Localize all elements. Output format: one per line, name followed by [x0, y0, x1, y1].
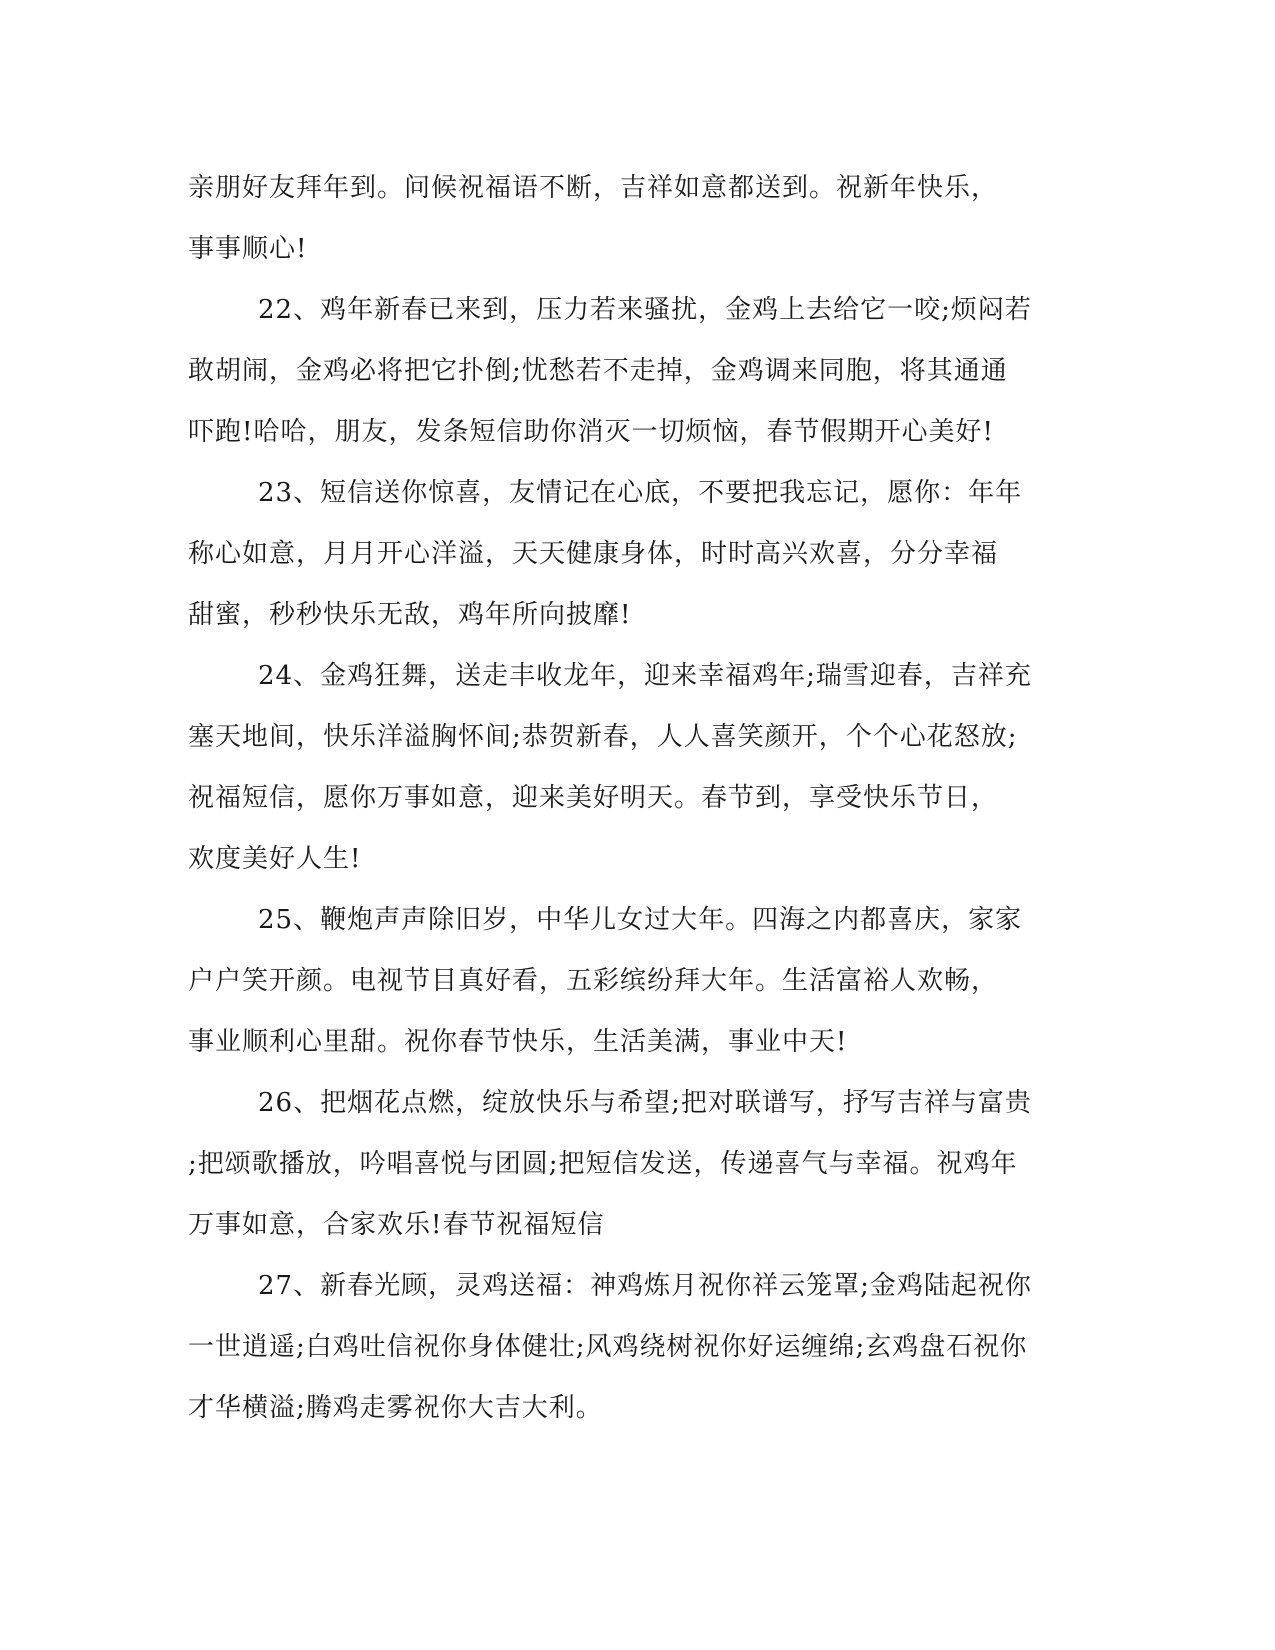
text-line: 一世逍遥;白鸡吐信祝你身体健壮;风鸡绕树祝你好运缠绵;玄鸡盘石祝你: [188, 1332, 1028, 1362]
paragraph-p27: [188, 1256, 1088, 1439]
text-line: 欢度美好人生!: [188, 844, 362, 874]
text-line: 27、新春光顾，灵鸡送福：神鸡炼月祝你祥云笼罩;金鸡陆起祝你: [258, 1271, 1032, 1301]
text-line: 事事顺心!: [188, 234, 308, 264]
text-line: 24、金鸡狂舞，送走丰收龙年，迎来幸福鸡年;瑞雪迎春，吉祥充: [258, 661, 1032, 691]
text-line: 甜蜜，秒秒快乐无敌，鸡年所向披靡!: [188, 600, 632, 630]
text-line: 祝福短信，愿你万事如意，迎来美好明天。春节到，享受快乐节日，: [188, 783, 999, 813]
text-line: 户户笑开颜。电视节目真好看，五彩缤纷拜大年。生活富裕人欢畅，: [188, 966, 999, 996]
text-line: 25、鞭炮声声除旧岁，中华儿女过大年。四海之内都喜庆，家家: [258, 905, 1023, 935]
document-body: [188, 158, 1088, 1439]
paragraph-p25: [188, 890, 1088, 1073]
paragraph-p22: [188, 280, 1088, 463]
text-line: 万事如意，合家欢乐!春节祝福短信: [188, 1210, 605, 1240]
text-line: 吓跑!哈哈，朋友，发条短信助你消灭一切烦恼，春节假期开心美好!: [188, 417, 994, 447]
text-line: 23、短信送你惊喜，友情记在心底，不要把我忘记，愿你：年年: [258, 478, 1023, 508]
paragraph-p23: [188, 463, 1088, 646]
paragraph-p24: [188, 646, 1088, 890]
paragraph-p21-continued: [188, 158, 1088, 280]
paragraph-p26: [188, 1073, 1088, 1256]
text-line: 才华横溢;腾鸡走雾祝你大吉大利。: [188, 1393, 603, 1423]
text-line: 亲朋好友拜年到。问候祝福语不断，吉祥如意都送到。祝新年快乐，: [188, 173, 999, 203]
text-line: 事业顺利心里甜。祝你春节快乐，生活美满，事业中天!: [188, 1027, 848, 1057]
text-line: 敢胡闹，金鸡必将把它扑倒;忧愁若不走掉，金鸡调来同胞，将其通通: [188, 356, 1008, 386]
text-line: 22、鸡年新春已来到，压力若来骚扰，金鸡上去给它一咬;烦闷若: [258, 295, 1032, 325]
text-line: 26、把烟花点燃，绽放快乐与希望;把对联谱写，抒写吉祥与富贵: [258, 1088, 1032, 1118]
text-line: ;把颂歌播放，吟唱喜悦与团圆;把短信发送，传递喜气与幸福。祝鸡年: [188, 1149, 1018, 1179]
text-line: 塞天地间，快乐洋溢胸怀间;恭贺新春，人人喜笑颜开，个个心花怒放;: [188, 722, 1018, 752]
text-line: 称心如意，月月开心洋溢，天天健康身体，时时高兴欢喜，分分幸福: [188, 539, 999, 569]
